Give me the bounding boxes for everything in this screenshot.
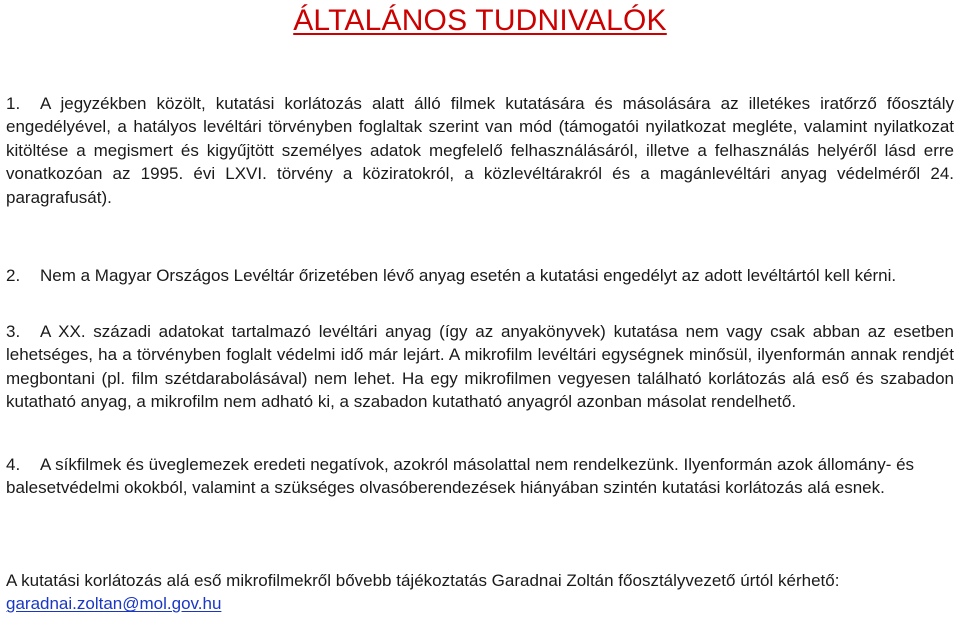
list-item-number: 3. [6, 322, 21, 341]
list-item-3 [6, 320, 954, 414]
contact-note-body: A kutatási korlátozás alá eső mikrofilmekről bővebb tájékoztatás Garadnai Zoltán főosztályvezető úrtól kérhető: [6, 571, 840, 590]
list-item-1 [6, 92, 954, 209]
list-item-number: 1. [6, 94, 21, 113]
list-item-text: A jegyzékben közölt, kutatási korlátozás alatt álló filmek kutatására és másolására az illetékes iratőrző főosztály engedélyével, a hatályos levéltári törvényben foglaltak szerint van mód (támogatói nyilatkozat megléte, valamint nyilatkozat kitöltése a megismert és kigyűjtött személyes adatok megfelelő felhasználásáról, illetve a felhasználás helyéről lásd erre vonatkozóan az 1995. évi LXVI. törvény a köziratokról, a közlevéltárakról és a magánlevéltári anyag védelméről 24. paragrafusát). [6, 94, 954, 207]
contact-note-text [6, 569, 954, 616]
contact-note [6, 569, 954, 616]
list-item-4 [6, 453, 954, 500]
list-item-text: Nem a Magyar Országos Levéltár őrizetében lévő anyag esetén a kutatási engedélyt az adott levéltártól kell kérni. [40, 266, 897, 285]
contact-email-link[interactable]: garadnai.zoltan@mol.gov.hu [6, 594, 222, 614]
list-item-2 [6, 264, 954, 287]
list-item-text: A síkfilmek és üveglemezek eredeti negatívok, azokról másolattal nem rendelkezünk. Ilyenformán azok állomány- és balesetvédelmi okokból, valamint a szükséges olvasóberendezések hiányában szintén kutatási korlátozás alá esnek. [6, 455, 915, 498]
list-item-text: A XX. századi adatokat tartalmazó levéltári anyag (így az anyakönyvek) kutatása nem vagy csak abban az esetben lehetséges, ha a törvényben foglalt védelmi idő már lejárt. A mikrofilm levéltári egységnek minősül, ilyenformán annak rendjét megbontani (pl. film szétdarabolásával) nem lehet. Ha egy mikrofilmen vegyesen található korlátozás alá eső és szabadon kutatható anyag, a mikrofilm nem adható ki, a szabadon kutatható anyagról azonban másolat rendelhető. [6, 322, 954, 412]
page-title: ÁLTALÁNOS TUDNIVALÓK [293, 4, 667, 37]
list-item-number: 4. [6, 455, 21, 474]
list-item-number: 2. [6, 266, 21, 285]
